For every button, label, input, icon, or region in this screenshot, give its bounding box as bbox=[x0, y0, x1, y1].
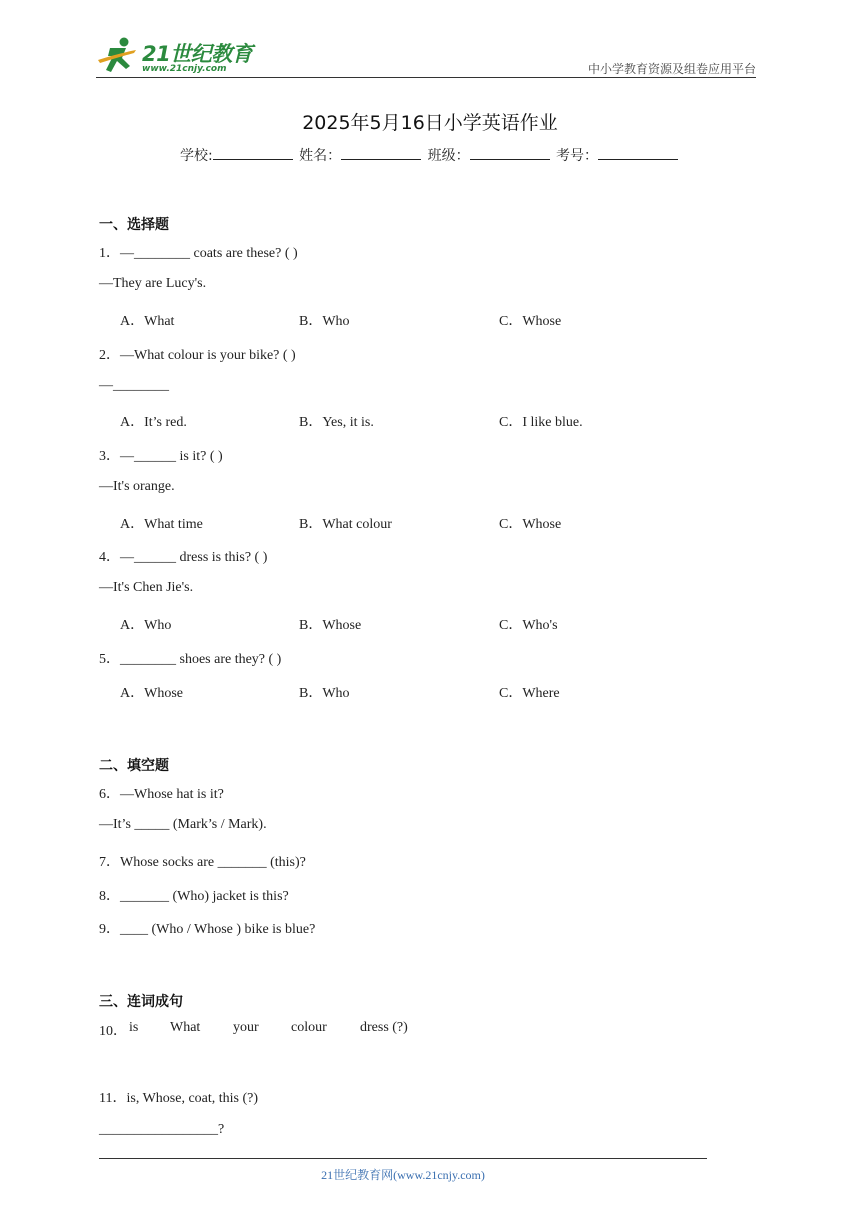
option-b: B．Who bbox=[299, 686, 350, 701]
word-item: is bbox=[129, 1020, 139, 1035]
info-exam-number-label: 考号： bbox=[556, 148, 599, 164]
logo-text: 21世纪教育 bbox=[142, 42, 253, 66]
option-a: A．Who bbox=[120, 618, 172, 633]
section-heading-fill-blank: 二、填空题 bbox=[99, 758, 169, 774]
option-c: C．Who's bbox=[499, 618, 558, 633]
option-a: A．What time bbox=[120, 517, 203, 532]
answer-line: _________________? bbox=[99, 1122, 225, 1137]
question-number: 10． bbox=[99, 1024, 127, 1039]
header-divider bbox=[96, 77, 756, 78]
logo-url: www.21cnjy.com bbox=[142, 64, 227, 74]
page-title: 2025年5月16日小学英语作业 bbox=[302, 112, 558, 134]
question-stem: 5．________ shoes are they? ( ) bbox=[99, 652, 282, 667]
question-line: 6．—Whose hat is it? bbox=[99, 787, 224, 802]
info-school-label: 学校: bbox=[179, 148, 213, 164]
question-line: —It's Chen Jie's. bbox=[99, 580, 194, 595]
option-c: C．Whose bbox=[499, 517, 562, 532]
info-class-blank bbox=[470, 145, 550, 160]
site-logo bbox=[96, 36, 256, 78]
info-name-blank bbox=[341, 145, 421, 160]
option-a: A．It’s red. bbox=[120, 415, 187, 430]
info-exam-number-blank bbox=[598, 145, 678, 160]
word-item: What bbox=[170, 1020, 201, 1035]
question-line: 8．_______ (Who) jacket is this? bbox=[99, 889, 289, 904]
header-platform-text: 中小学教育资源及组卷应用平台 bbox=[587, 62, 756, 76]
question-line: —They are Lucy's. bbox=[99, 276, 207, 291]
section-heading-choice: 一、选择题 bbox=[99, 217, 169, 233]
question-line: —It's orange. bbox=[99, 479, 175, 494]
info-school-blank bbox=[213, 145, 293, 160]
word-item: your bbox=[233, 1020, 259, 1035]
question-stem: 4．—______ dress is this? ( ) bbox=[99, 550, 268, 565]
running-figure-icon bbox=[96, 36, 140, 76]
question-stem: 1．—________ coats are these? ( ) bbox=[99, 246, 298, 261]
option-c: C．Whose bbox=[499, 314, 562, 329]
info-class-label: 班级： bbox=[427, 148, 470, 164]
option-b: B．What colour bbox=[299, 517, 392, 532]
question-line: 9．____ (Who / Whose ) bike is blue? bbox=[99, 922, 316, 937]
option-a: A．What bbox=[120, 314, 175, 329]
question-stem: 11．is, Whose, coat, this (?) bbox=[99, 1091, 259, 1106]
word-item: colour bbox=[291, 1020, 327, 1035]
footer-text: 21世纪教育网(www.21cnjy.com) bbox=[321, 1168, 485, 1182]
footer-divider bbox=[99, 1158, 707, 1159]
question-line: —________ bbox=[99, 378, 169, 393]
option-c: C．I like blue. bbox=[499, 415, 583, 430]
option-b: B．Yes, it is. bbox=[299, 415, 374, 430]
question-stem: 2．—What colour is your bike? ( ) bbox=[99, 348, 296, 363]
question-line: 7．Whose socks are _______ (this)? bbox=[99, 855, 306, 870]
option-a: A．Whose bbox=[120, 686, 183, 701]
question-line: —It’s _____ (Mark’s / Mark). bbox=[99, 817, 267, 832]
option-b: B．Who bbox=[299, 314, 350, 329]
info-name-label: 姓名： bbox=[299, 148, 342, 164]
question-stem: 3．—______ is it? ( ) bbox=[99, 449, 223, 464]
option-b: B．Whose bbox=[299, 618, 362, 633]
option-c: C．Where bbox=[499, 686, 560, 701]
section-heading-word-order: 三、连词成句 bbox=[99, 994, 183, 1010]
student-info-row bbox=[0, 145, 860, 165]
word-item: dress (?) bbox=[360, 1020, 408, 1035]
